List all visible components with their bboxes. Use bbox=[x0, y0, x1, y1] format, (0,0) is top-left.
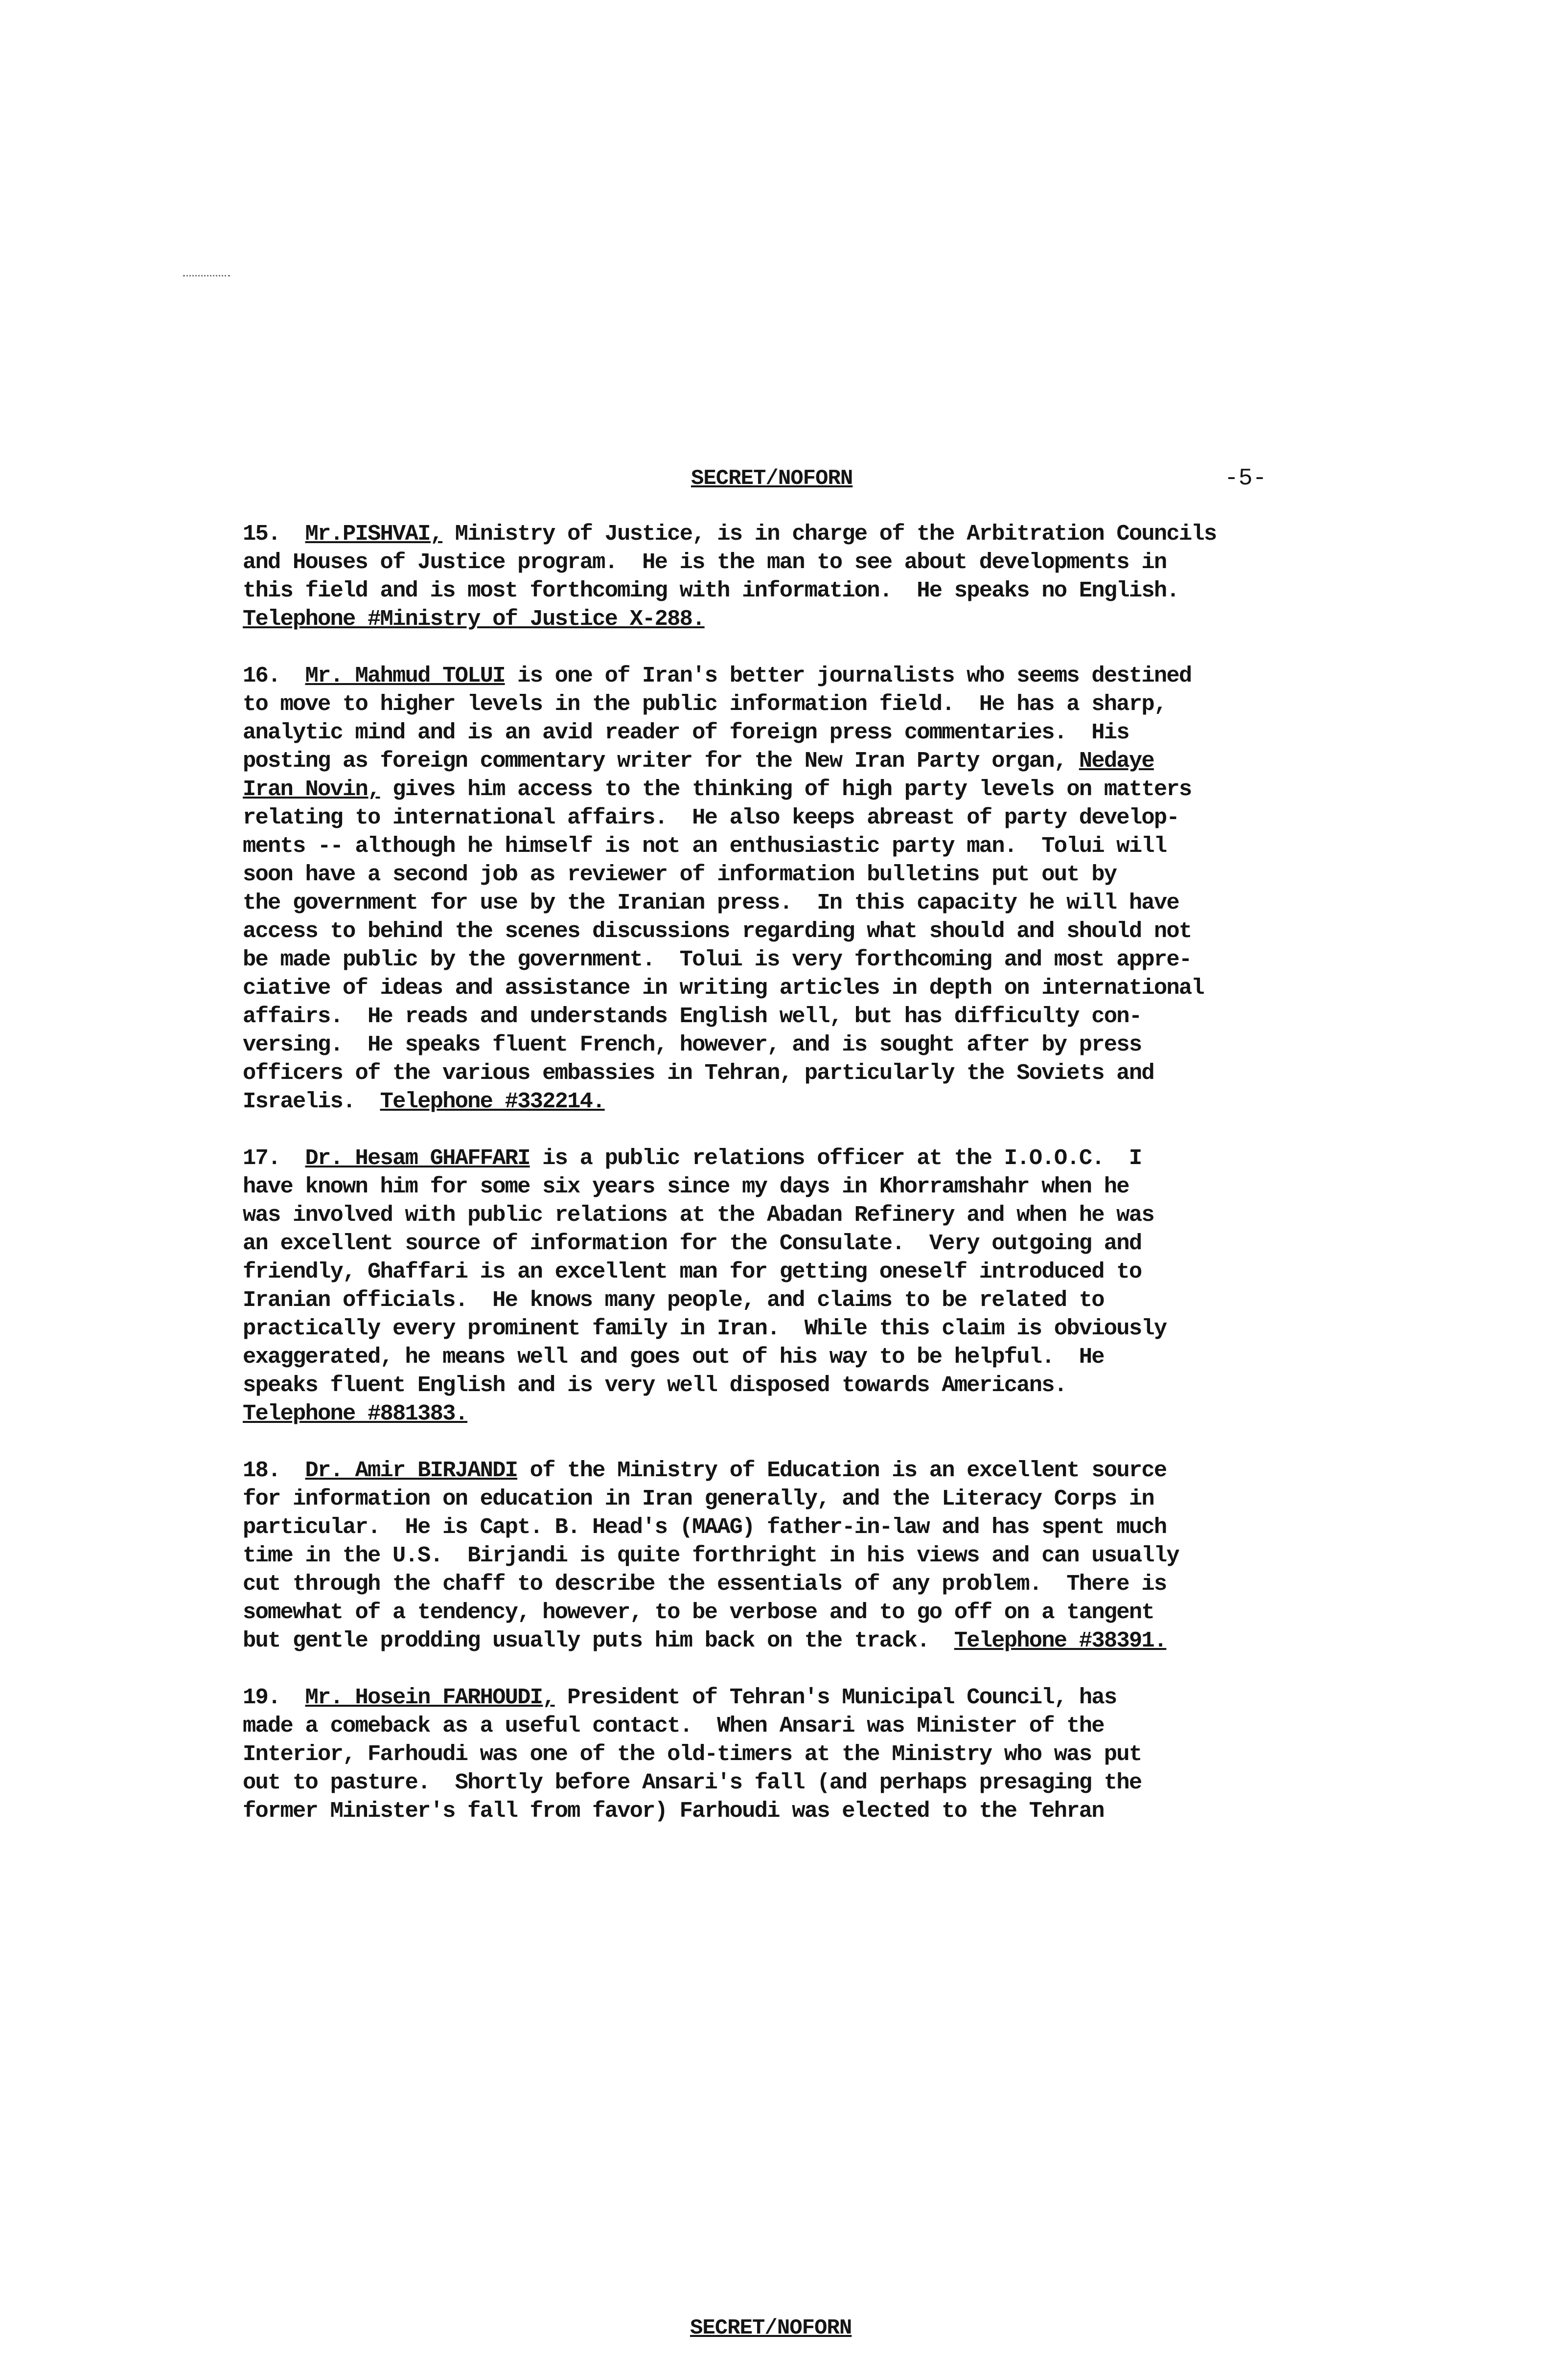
contact-name: Dr. Amir BIRJANDI bbox=[305, 1458, 518, 1483]
paragraph-number: 19. bbox=[243, 1685, 280, 1710]
paragraph-number: 18. bbox=[243, 1458, 280, 1483]
paragraph-number: 17. bbox=[243, 1145, 280, 1171]
party-organ-title: Iran Novin, bbox=[243, 777, 380, 802]
scan-mark bbox=[183, 275, 230, 278]
contact-name: Mr.PISHVAI, bbox=[305, 521, 443, 547]
page-number: -5- bbox=[1224, 465, 1267, 492]
contact-name: Dr. Hesam GHAFFARI bbox=[305, 1145, 530, 1171]
classification-header: SECRET/NOFORN bbox=[691, 466, 853, 491]
party-organ-title: Nedaye bbox=[1079, 748, 1154, 774]
telephone: Telephone #332214. bbox=[380, 1089, 605, 1114]
paragraph-16: 16. Mr. Mahmud TOLUI is one of Iran's better journalists who seems destined to move to higher levels in the public information field. He has a sharp, analytic mind and is an avid reader of foreign press commentaries. His posting as foreign commentary writer for the New Iran Party organ, Nedaye Iran Novin, gives him access to the thinking of high party levels on matters relating to international affairs. He also keeps abreast of party develop- ments -- although he himself is not an enthusiastic party man. Tolui will soon have a second job as reviewer of information bulletins put out by the government for use by the Iranian press. In this capacity he will have access to behind the scenes discussions regarding what should and should not be made public by the government. Tolui is very forthcoming and most appre- ciative of ideas and assistance in writing articles in depth on international affairs. He reads and understands English well, but has difficulty con- versing. He speaks fluent French, however, and is sought after by press officers of the various embassies in Tehran, particularly the Soviets and Israelis. Telephone #332214. bbox=[243, 663, 1204, 1114]
paragraph-18: 18. Dr. Amir BIRJANDI of the Ministry of Education is an excellent source for information on education in Iran generally, and the Literacy Corps in particular. He is Capt. B. Head's (MAAG) father-in-law and has spent much time in the U.S. Birjandi is quite forthright in his views and can usually cut through the chaff to describe the essentials of any problem. There is somewhat of a tendency, however, to be verbose and to go off on a tangent but gentle prodding usually puts him back on the track. Telephone #38391. bbox=[243, 1458, 1179, 1653]
paragraph-19: 19. Mr. Hosein FARHOUDI, President of Tehran's Municipal Council, has made a comeback as a useful contact. When Ansari was Minister of the Interior, Farhoudi was one of the old-timers at the Ministry who was put out to pasture. Shortly before Ansari's fall (and perhaps presaging the former Minister's fall from favor) Farhoudi was elected to the Tehran bbox=[243, 1685, 1142, 1824]
contact-name: Mr. Hosein FARHOUDI, bbox=[305, 1685, 555, 1710]
telephone: Telephone #Ministry of Justice X-288. bbox=[243, 606, 705, 632]
telephone: Telephone #38391. bbox=[954, 1628, 1167, 1653]
paragraph-15: 15. Mr.PISHVAI, Ministry of Justice, is in charge of the Arbitration Councils and Houses of Justice program. He is the man to see about developments in this field and is most forthcoming with information. He speaks no English. Telephone #Ministry of Justice X-288. bbox=[243, 521, 1217, 632]
paragraph-number: 16. bbox=[243, 663, 280, 688]
paragraph-17: 17. Dr. Hesam GHAFFARI is a public relations officer at the I.O.O.C. I have known him for some six years since my days in Khorramshahr when he was involved with public relations at the Abadan Refinery and when he was an excellent source of information for the Consulate. Very outgoing and friendly, Ghaffari is an excellent man for getting oneself introduced to Iranian officials. He knows many people, and claims to be related to practically every prominent family in Iran. While this claim is obviously exaggerated, he means well and goes out of his way to be helpful. He speaks fluent English and is very well disposed towards Americans. Telephone #881383. bbox=[243, 1145, 1167, 1426]
contact-name: Mr. Mahmud TOLUI bbox=[305, 663, 505, 688]
telephone: Telephone #881383. bbox=[243, 1401, 468, 1426]
document-body bbox=[243, 520, 1329, 1854]
classification-footer: SECRET/NOFORN bbox=[690, 2316, 852, 2340]
paragraph-number: 15. bbox=[243, 521, 280, 547]
